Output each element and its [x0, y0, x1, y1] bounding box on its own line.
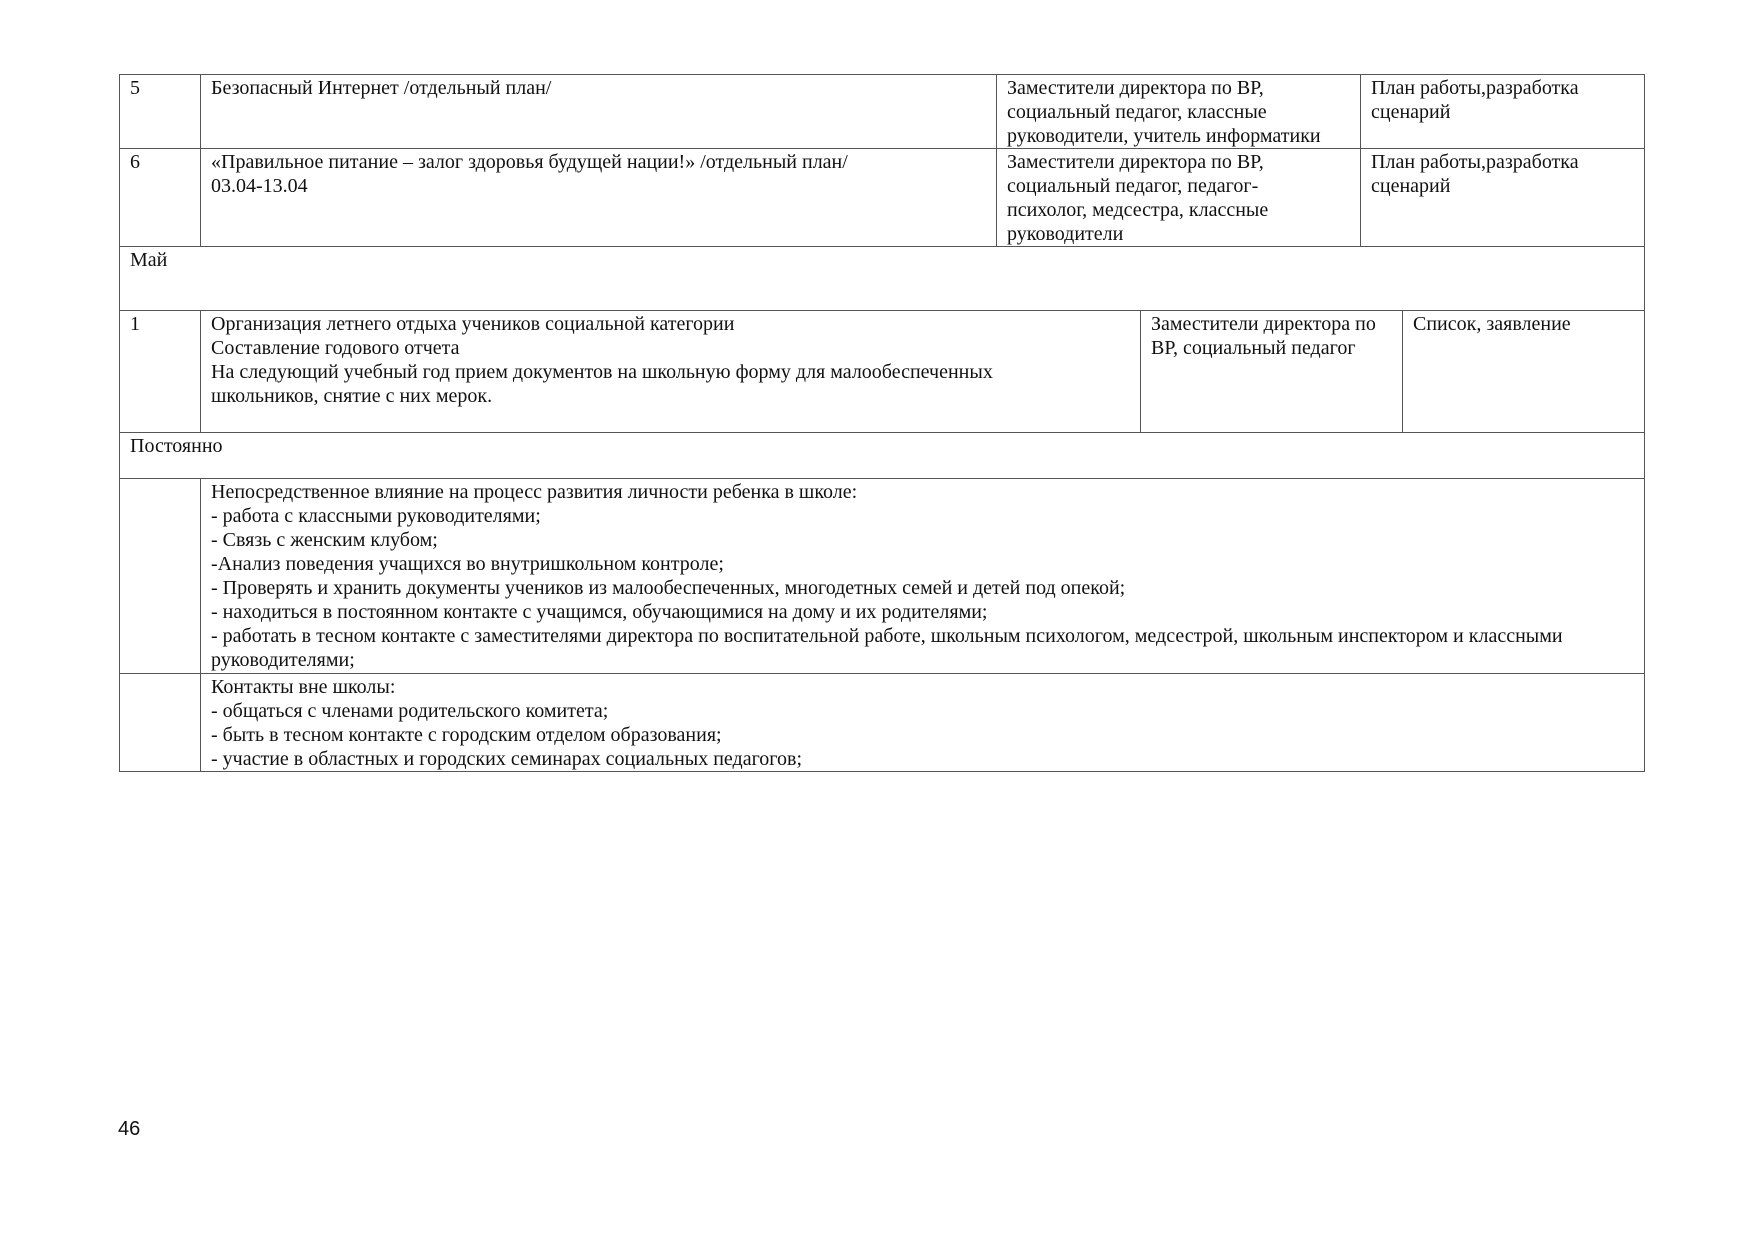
duty-line: - работа с классными руководителями; — [211, 505, 541, 527]
responsible-cell — [1141, 311, 1403, 433]
responsible-line: руководители, учитель информатики — [1007, 125, 1321, 147]
duty-line: - Связь с женским клубом; — [211, 529, 438, 551]
row-number: 6 — [120, 149, 201, 247]
month-header-row — [120, 247, 1645, 311]
month-title: Май — [120, 247, 1645, 311]
responsible-line: социальный педагог, педагог- — [1007, 175, 1259, 197]
event-line: На следующий учебный год прием документов на школьную форму для малообеспеченных — [211, 361, 993, 383]
event-cell — [201, 149, 997, 247]
table-row — [120, 149, 1645, 247]
result-cell — [1361, 149, 1645, 247]
responsible-line: Заместители директора по ВР, — [1007, 77, 1264, 99]
duty-line: - Проверять и хранить документы учеников из малообеспеченных, многодетных семей и детей под опекой; — [211, 577, 1126, 599]
result-cell — [1403, 311, 1645, 433]
result-line: сценарий — [1371, 175, 1451, 197]
duty-line: -Анализ поведения учащихся во внутришкольном контроле; — [211, 553, 724, 575]
result-cell — [1361, 75, 1645, 149]
responsible-line: ВР, социальный педагог — [1151, 337, 1356, 359]
duty-line: - работать в тесном контакте с заместителями директора по воспитательной работе, школьным психологом, медсестрой, школьным инспектором и классными руководителями; — [211, 625, 1563, 671]
table-row — [120, 674, 1645, 772]
responsible-cell — [997, 149, 1361, 247]
plan-table — [119, 74, 1645, 772]
row-number — [120, 479, 201, 674]
row-number: 1 — [120, 311, 201, 433]
responsible-line: Заместители директора по — [1151, 313, 1376, 335]
duty-line: Непосредственное влияние на процесс развития личности ребенка в школе: — [211, 481, 858, 503]
duties-cell — [201, 479, 1645, 674]
responsible-line: руководители — [1007, 223, 1124, 245]
contact-line: - общаться с членами родительского комитета; — [211, 700, 609, 722]
contact-line: Контакты вне школы: — [211, 676, 396, 698]
responsible-line: Заместители директора по ВР, — [1007, 151, 1264, 173]
table-row — [120, 75, 1645, 149]
event-line: Составление годового отчета — [211, 337, 460, 359]
result-line: План работы,разработка — [1371, 151, 1579, 173]
result-line: План работы,разработка — [1371, 77, 1579, 99]
responsible-line: психолог, медсестра, классные — [1007, 199, 1269, 221]
result-line: Список, заявление — [1413, 313, 1571, 335]
section-title: Постоянно — [120, 433, 1645, 479]
table-row — [120, 479, 1645, 674]
result-line: сценарий — [1371, 101, 1451, 123]
event-line: школьников, снятие с них мерок. — [211, 385, 493, 407]
responsible-cell — [997, 75, 1361, 149]
section-header-row — [120, 433, 1645, 479]
page-number: 46 — [118, 1118, 141, 1140]
contact-line: - быть в тесном контакте с городским отделом образования; — [211, 724, 722, 746]
event-line: «Правильное питание – залог здоровья будущей нации!» /отдельный план/ — [211, 151, 848, 173]
event-line: Безопасный Интернет /отдельный план/ — [211, 77, 552, 99]
duty-line: - находиться в постоянном контакте с учащимся, обучающимися на дому и их родителями; — [211, 601, 988, 623]
event-line: Организация летнего отдыха учеников социальной категории — [211, 313, 735, 335]
event-cell — [201, 75, 997, 149]
responsible-line: социальный педагог, классные — [1007, 101, 1267, 123]
contact-line: - участие в областных и городских семинарах социальных педагогов; — [211, 748, 803, 770]
event-cell — [201, 311, 1141, 433]
table-row — [120, 311, 1645, 433]
row-number — [120, 674, 201, 772]
contacts-cell — [201, 674, 1645, 772]
event-line: 03.04-13.04 — [211, 175, 308, 197]
row-number: 5 — [120, 75, 201, 149]
